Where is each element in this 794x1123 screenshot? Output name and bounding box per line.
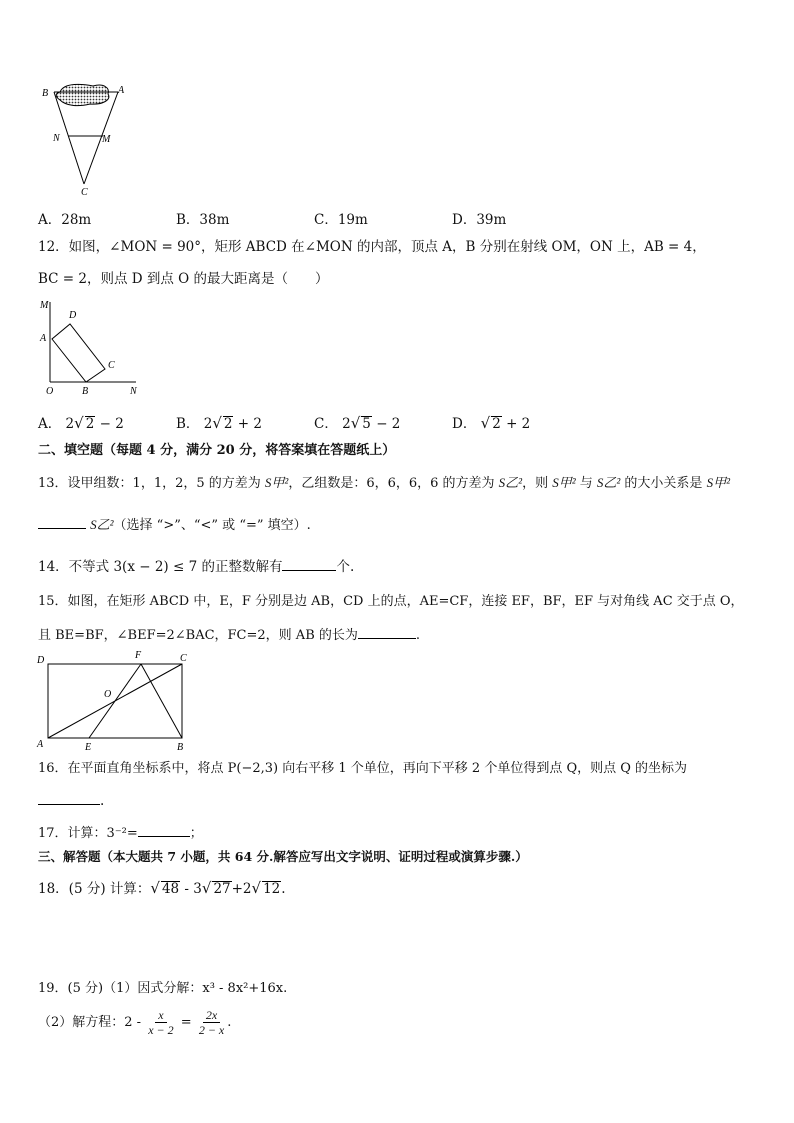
q14-line [38,556,354,576]
q19-text: . [227,1015,232,1030]
q18-text: +2 [231,881,252,897]
q11-option-b[interactable]: B．38m [176,212,230,228]
section-2-title: 二、填空题（每题 4 分，满分 20 分，将答案填在答题纸上） [38,443,396,458]
q17-text: ； [189,826,203,841]
q13-line2 [38,514,311,535]
label-m: M [40,300,49,311]
radical-sign: √ [251,879,262,897]
q15-answer-blank[interactable] [358,624,416,639]
fraction-numerator: 2x [203,1008,220,1023]
q18-line [38,879,286,898]
q15-line2 [38,624,420,645]
label-c: C [180,653,187,664]
q15-figure [34,646,194,754]
q13-text: （选择 “>”、“<” 或 “=” 填空）. [113,518,311,533]
radical: 5 [362,416,371,432]
radical: 2 [223,416,233,432]
option-tail: − 2 [99,416,124,432]
radicand: 27 [213,881,231,897]
q16-line1: 16．在平面直角坐标系中，将点 P(−2,3) 向右平移 1 个单位，再向下平移 2 个单位得到点 Q，则点 Q 的坐标为 [38,761,688,776]
label-d: D [69,310,77,321]
q14-text: 14．不等式 3(x − 2) ≤ 7 的正整数解有 [38,559,283,575]
q18-text: . [281,881,286,897]
fraction-1 [145,1008,176,1037]
q19-text: = [176,1015,196,1030]
q13-text: 与 [575,476,597,491]
q13-text: ，乙组数是：6，6，6，6 的方差为 [288,476,499,491]
q12-option-a[interactable] [38,412,124,432]
option-prefix: C． [314,416,338,432]
option-coefficient: 2 [203,416,213,432]
q17-line [38,822,203,843]
q16-line2 [38,790,104,810]
q12-line1: 12．如图，∠MON = 90°，矩形 ABCD 在∠MON 的内部，顶点 A，B 分别在射线 OM，ON 上，AB = 4， [38,239,706,255]
variance-jia: S甲² [264,475,289,490]
radicand: 48 [161,881,180,897]
radical: 2 [492,416,501,432]
label-b: B [42,88,49,99]
q11-option-c[interactable]: C．19m [314,212,368,228]
fraction-denominator: x − 2 [148,1023,174,1037]
label-b: B [82,386,89,396]
fraction-2 [196,1008,227,1037]
q19-line1: 19．(5 分)（1）因式分解：x³ - 8x²+16x. [38,981,288,996]
q13-text: ，则 [522,476,553,491]
radical-sign: √ [150,879,160,897]
option-tail: + 2 [237,416,262,432]
q15-line1: 15．如图，在矩形 ABCD 中，E，F 分别是边 AB，CD 上的点，AE=CF，连接 EF，BF，EF 与对角线 AC 交于点 O， [38,594,744,609]
radical-sign: √ [480,414,491,432]
rectangle-abcd [52,324,105,382]
radical-sign: √ [350,414,361,432]
fraction-numerator: x [155,1008,166,1023]
option-coefficient: 2 [65,416,75,432]
fraction-denominator: 2 − x [198,1023,225,1037]
option-tail: − 2 [376,416,401,432]
option-prefix: B． [176,416,200,432]
q13-answer-blank[interactable] [38,514,86,529]
q16-answer-blank[interactable] [38,790,100,805]
variance-jia: S甲² [706,475,730,490]
label-c: C [108,360,115,371]
q13-line1 [38,474,730,493]
q12-figure [36,296,146,396]
variance-jia: S甲² [552,475,576,490]
option-coefficient: 2 [342,416,351,432]
q19-text: （2）解方程：2 - [38,1015,146,1030]
variance-yi: S乙² [596,475,621,490]
q12-option-c[interactable] [314,412,400,432]
q12-option-d[interactable] [452,412,530,432]
label-b: B [177,742,184,753]
q14-text: 个. [336,559,355,575]
option-prefix: A． [38,416,62,432]
radical: 2 [85,416,95,432]
label-d: D [37,655,45,666]
label-o: O [104,689,112,700]
q12-option-b[interactable] [176,412,262,432]
label-a: A [37,739,44,750]
label-a: A [118,85,125,96]
q14-answer-blank[interactable] [282,556,336,571]
pond-shape [56,84,109,105]
q18-text: 18．(5 分) 计算： [38,881,151,897]
label-c: C [81,187,88,198]
option-prefix: D． [452,416,477,432]
q13-text: 13．设甲组数：1，1，2，5 的方差为 [38,476,265,491]
q12-line2: BC = 2，则点 D 到点 O 的最大距离是（ ） [38,271,329,287]
q15-text: . [415,628,421,643]
q17-answer-blank[interactable] [138,822,190,837]
radical-sign: √ [74,414,84,432]
q13-text: 的大小关系是 [620,476,707,491]
q19-line2 [38,1008,231,1037]
variance-yi: S乙² [90,517,114,532]
q17-text: 17．计算：3⁻²= [38,826,138,841]
label-e: E [85,742,92,753]
q11-option-a[interactable]: A．28m [38,212,92,228]
q11-option-d[interactable]: D．39m [452,212,507,228]
label-m: M [102,134,111,145]
label-f: F [135,650,142,661]
q16-text: . [100,793,105,809]
radical-sign: √ [212,414,222,432]
q15-text: 且 BE=BF，∠BEF=2∠BAC，FC=2，则 AB 的长为 [38,628,358,643]
section-3-title: 三、解答题（本大题共 7 小题，共 64 分.解答应写出文字说明、证明过程或演算步骤.） [38,849,528,864]
radical-sign: √ [201,879,212,897]
segment-ef [89,664,141,738]
radicand: 12 [263,881,281,897]
label-o: O [46,386,54,396]
label-n: N [53,133,60,144]
label-n: N [130,386,137,396]
q11-figure [38,80,138,198]
label-a: A [40,333,47,344]
option-tail: + 2 [506,416,531,432]
q18-text: - 3 [180,881,202,897]
variance-yi: S乙² [498,475,523,490]
segment-ac [84,92,118,184]
